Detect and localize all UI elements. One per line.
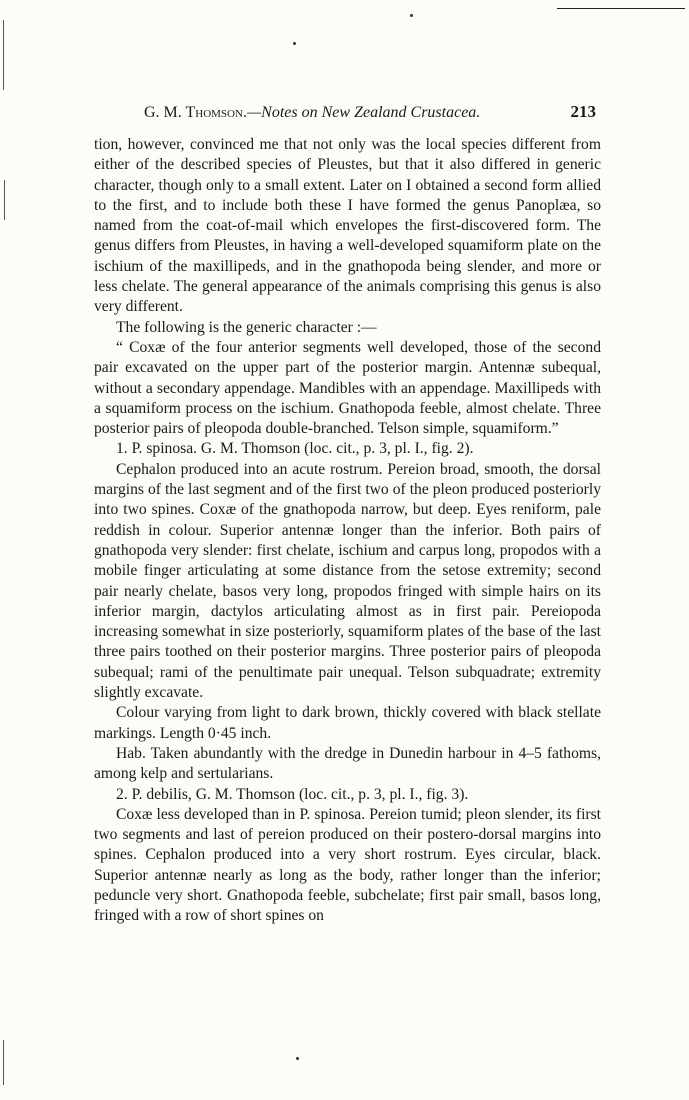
- ink-speck: [293, 42, 296, 45]
- binding-edge-line: [3, 1040, 4, 1085]
- paragraph: Hab. Taken abundantly with the dredge in Dunedin harbour in 4–5 fathoms, among kelp and sertularians.: [94, 744, 601, 783]
- running-header: [94, 102, 599, 126]
- binding-edge-line: [4, 180, 5, 220]
- paragraph: Colour varying from light to dark brown, thickly covered with black stellate markings. Length 0·45 inch.: [94, 704, 601, 742]
- body-text: [94, 135, 601, 927]
- paragraph: tion, however, convinced me that not only was the local species different from either of the described species of Pleustes, but that it also differed in generic character, though only to a small extent. Later on I obtained a second form allied to the first, and to include both these I have formed the genus Panoplæa, so named from the coat-of-mail which envelopes the first-discovered form. The genus differs from Pleustes, in having a well-developed squamiform plate on the ischium of the maxillipeds, and in the gnathopoda being slender, and more or less chelate. The general appearance of the animals comprising this genus is also very different.: [94, 136, 601, 316]
- header-title: —Notes on New Zealand Crustacea.: [246, 104, 481, 121]
- binding-edge-line: [3, 20, 4, 90]
- paragraph: “ Coxæ of the four anterior segments well developed, those of the second pair excavated on the upper part of the posterior margin. Antennæ subequal, without a secondary appendage. Mandibles with an appendage. Maxillipeds with a squamiform process on the ischium. Gnathopoda feeble, almost chelate. Three posterior pairs of pleopoda double-branched. Telson simple, squamiform.”: [94, 338, 601, 438]
- running-title: [144, 104, 480, 122]
- paragraph: Coxæ less developed than in P. spinosa. Pereion tumid; pleon slender, its first two segments and last of pereion produced on their postero-dorsal margins into spines. Cephalon produced into a very short rostrum. Eyes circular, black. Superior antennæ nearly as long as the body, rather longer than the inferior; peduncle very short. Gnathopoda feeble, subchelate; first pair small, basos long, fringed with a row of short spines on: [94, 805, 601, 925]
- ink-speck: [410, 14, 413, 17]
- page-number: 213: [570, 102, 596, 121]
- corner-rule: [557, 8, 685, 9]
- paragraph: 2. P. debilis, G. M. Thomson (loc. cit., p. 3, pl. I., fig. 3).: [116, 785, 469, 803]
- header-author: G. M. Thomson.: [144, 104, 247, 121]
- ink-speck: [296, 1057, 299, 1060]
- paragraph: 1. P. spinosa. G. M. Thomson (loc. cit., p. 3, pl. I., fig. 2).: [116, 440, 474, 458]
- paragraph: The following is the generic character :—: [116, 318, 377, 336]
- paragraph: Cephalon produced into an acute rostrum. Pereion broad, smooth, the dorsal margins of the last segment and of the first two of the pleon produced posteriorly into two spines. Coxæ of the gnathopoda narrow, but deep. Eyes reniform, pale reddish in colour. Superior antennæ longer than the inferior. Both pairs of gnathopoda very slender: first chelate, ischium and carpus long, propodos with a mobile finger articulating at some distance from the setose extremity; second pair nearly chelate, basos very long, propodos fringed with simple hairs on its inferior margin, dactylos articulating almost as in first pair. Pereiopoda increasing somewhat in size posteriorly, squamiform plates of the base of the last three pairs toothed on their posterior margins. Three posterior pairs of pleopoda subequal; rami of the penultimate pair unequal. Telson subquadrate; extremity slightly excavate.: [94, 460, 601, 702]
